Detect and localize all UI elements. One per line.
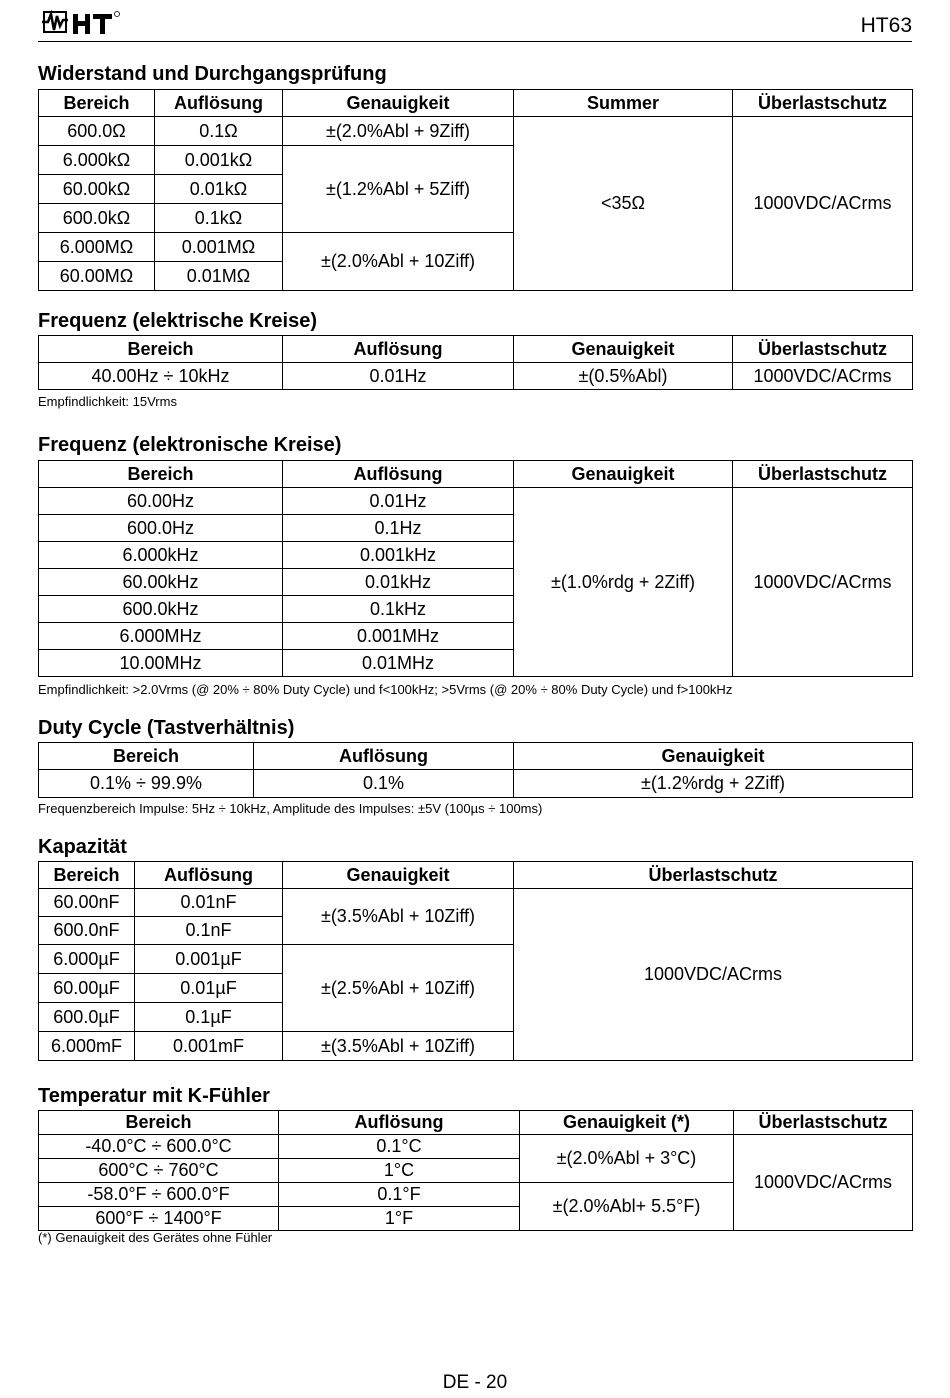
accuracy-cell: ±(3.5%Abl + 10Ziff) [283,1032,514,1061]
column-header: Auflösung [283,461,514,488]
range-cell: -58.0°F ÷ 600.0°F [39,1183,279,1207]
resolution-cell: 1°F [279,1207,520,1231]
range-cell: 600.0kHz [39,596,283,623]
column-header: Überlastschutz [733,336,913,363]
duty-note: Frequenzbereich Impulse: 5Hz ÷ 10kHz, Amplitude des Impulses: ±5V (100µs ÷ 100ms) [38,801,543,816]
protection-cell: 1000VDC/ACrms [733,363,913,390]
range-cell: 6.000MHz [39,623,283,650]
table-header-row [39,90,913,117]
duty-table [38,742,913,798]
column-header: Überlastschutz [734,1111,913,1135]
table-row [39,770,913,798]
accuracy-cell: ±(2.0%Abl + 3°C) [520,1135,734,1183]
range-cell: 6.000µF [39,945,135,974]
column-header: Überlastschutz [733,90,913,117]
range-cell: 600°F ÷ 1400°F [39,1207,279,1231]
range-cell: 6.000kΩ [39,146,155,175]
table-row [39,889,913,917]
freq-electric-title: Frequenz (elektrische Kreise) [38,310,317,332]
column-header: Überlastschutz [733,461,913,488]
freq-electronic-table [38,460,913,677]
freq-electronic-note: Empfindlichkeit: >2.0Vrms (@ 20% ÷ 80% Duty Cycle) und f<100kHz; >5Vrms (@ 20% ÷ 80% Duty Cycle) und f>100kHz [38,682,733,697]
resistance-table [38,89,913,291]
column-header: Genauigkeit [283,90,514,117]
table-row [39,363,913,390]
resolution-cell: 0.01µF [135,974,283,1003]
column-header: Auflösung [254,743,514,770]
protection-cell: 1000VDC/ACrms [733,117,913,291]
freq-electric-note: Empfindlichkeit: 15Vrms [38,394,177,409]
duty-title: Duty Cycle (Tastverhältnis) [38,717,295,739]
column-header: Bereich [39,461,283,488]
freq-electronic-title: Frequenz (elektronische Kreise) [38,434,342,456]
table-header-row [39,862,913,889]
range-cell: 60.00Hz [39,488,283,515]
range-cell: 60.00nF [39,889,135,917]
resolution-cell: 0.001MΩ [155,233,283,262]
column-header: Bereich [39,90,155,117]
range-cell: 600°C ÷ 760°C [39,1159,279,1183]
range-cell: 60.00µF [39,974,135,1003]
table-header-row [39,1111,913,1135]
resolution-cell: 0.001kHz [283,542,514,569]
resolution-cell: 0.01kΩ [155,175,283,204]
column-header: Genauigkeit [514,336,733,363]
capacitance-table [38,861,913,1061]
column-header: Bereich [39,1111,279,1135]
range-cell: 40.00Hz ÷ 10kHz [39,363,283,390]
resolution-cell: 0.1°C [279,1135,520,1159]
table-row [39,117,913,146]
column-header: Genauigkeit [514,461,733,488]
resolution-cell: 0.01nF [135,889,283,917]
buzzer-cell: <35Ω [514,117,733,291]
resolution-cell: 0.1°F [279,1183,520,1207]
range-cell: 600.0Ω [39,117,155,146]
range-cell: 60.00kΩ [39,175,155,204]
resolution-cell: 0.001MHz [283,623,514,650]
range-cell: 60.00kHz [39,569,283,596]
capacitance-title: Kapazität [38,836,127,858]
resolution-cell: 0.1Hz [283,515,514,542]
resolution-cell: 0.01MHz [283,650,514,677]
column-header: Bereich [39,743,254,770]
resolution-cell: 0.001kΩ [155,146,283,175]
column-header: Genauigkeit (*) [520,1111,734,1135]
accuracy-cell: ±(2.0%Abl+ 5.5°F) [520,1183,734,1231]
model-name: HT63 [860,14,912,37]
range-cell: 6.000mF [39,1032,135,1061]
resolution-cell: 0.1Ω [155,117,283,146]
column-header: Bereich [39,336,283,363]
resolution-cell: 0.01Hz [283,363,514,390]
column-header: Auflösung [135,862,283,889]
accuracy-cell: ±(0.5%Abl) [514,363,733,390]
resolution-cell: 0.01Hz [283,488,514,515]
column-header: Auflösung [279,1111,520,1135]
resolution-cell: 0.01kHz [283,569,514,596]
accuracy-cell: ±(1.2%Abl + 5Ziff) [283,146,514,233]
resolution-cell: 0.1nF [135,917,283,945]
temperature-note: (*) Genauigkeit des Gerätes ohne Fühler [38,1230,273,1245]
protection-cell: 1000VDC/ACrms [514,889,913,1061]
resolution-cell: 0.001µF [135,945,283,974]
range-cell: 600.0nF [39,917,135,945]
accuracy-cell: ±(2.5%Abl + 10Ziff) [283,945,514,1032]
temperature-title: Temperatur mit K-Fühler [38,1085,270,1107]
accuracy-cell: ±(1.0%rdg + 2Ziff) [514,488,733,677]
column-header: Bereich [39,862,135,889]
column-header: Genauigkeit [283,862,514,889]
column-header: Überlastschutz [514,862,913,889]
accuracy-cell: ±(3.5%Abl + 10Ziff) [283,889,514,945]
table-row [39,488,913,515]
column-header: Auflösung [283,336,514,363]
resolution-cell: 0.1kΩ [155,204,283,233]
freq-electric-table [38,335,913,390]
accuracy-cell: ±(2.0%Abl + 10Ziff) [283,233,514,291]
resolution-cell: 0.1µF [135,1003,283,1032]
temperature-table [38,1110,913,1231]
ht-logo [40,8,130,38]
resolution-cell: 1°C [279,1159,520,1183]
resolution-cell: 0.1% [254,770,514,798]
range-cell: -40.0°C ÷ 600.0°C [39,1135,279,1159]
resolution-cell: 0.1kHz [283,596,514,623]
range-cell: 600.0Hz [39,515,283,542]
range-cell: 10.00MHz [39,650,283,677]
resolution-cell: 0.01MΩ [155,262,283,291]
range-cell: 6.000MΩ [39,233,155,262]
protection-cell: 1000VDC/ACrms [733,488,913,677]
range-cell: 0.1% ÷ 99.9% [39,770,254,798]
column-header: Summer [514,90,733,117]
column-header: Auflösung [155,90,283,117]
page-number: DE - 20 [442,1372,508,1393]
protection-cell: 1000VDC/ACrms [734,1135,913,1231]
table-header-row [39,461,913,488]
header-rule [38,41,912,42]
table-row [39,1135,913,1159]
range-cell: 600.0µF [39,1003,135,1032]
column-header: Genauigkeit [514,743,913,770]
resolution-cell: 0.001mF [135,1032,283,1061]
range-cell: 600.0kΩ [39,204,155,233]
accuracy-cell: ±(1.2%rdg + 2Ziff) [514,770,913,798]
resistance-title: Widerstand und Durchgangsprüfung [38,63,387,85]
range-cell: 60.00MΩ [39,262,155,291]
table-header-row [39,743,913,770]
accuracy-cell: ±(2.0%Abl + 9Ziff) [283,117,514,146]
table-header-row [39,336,913,363]
range-cell: 6.000kHz [39,542,283,569]
